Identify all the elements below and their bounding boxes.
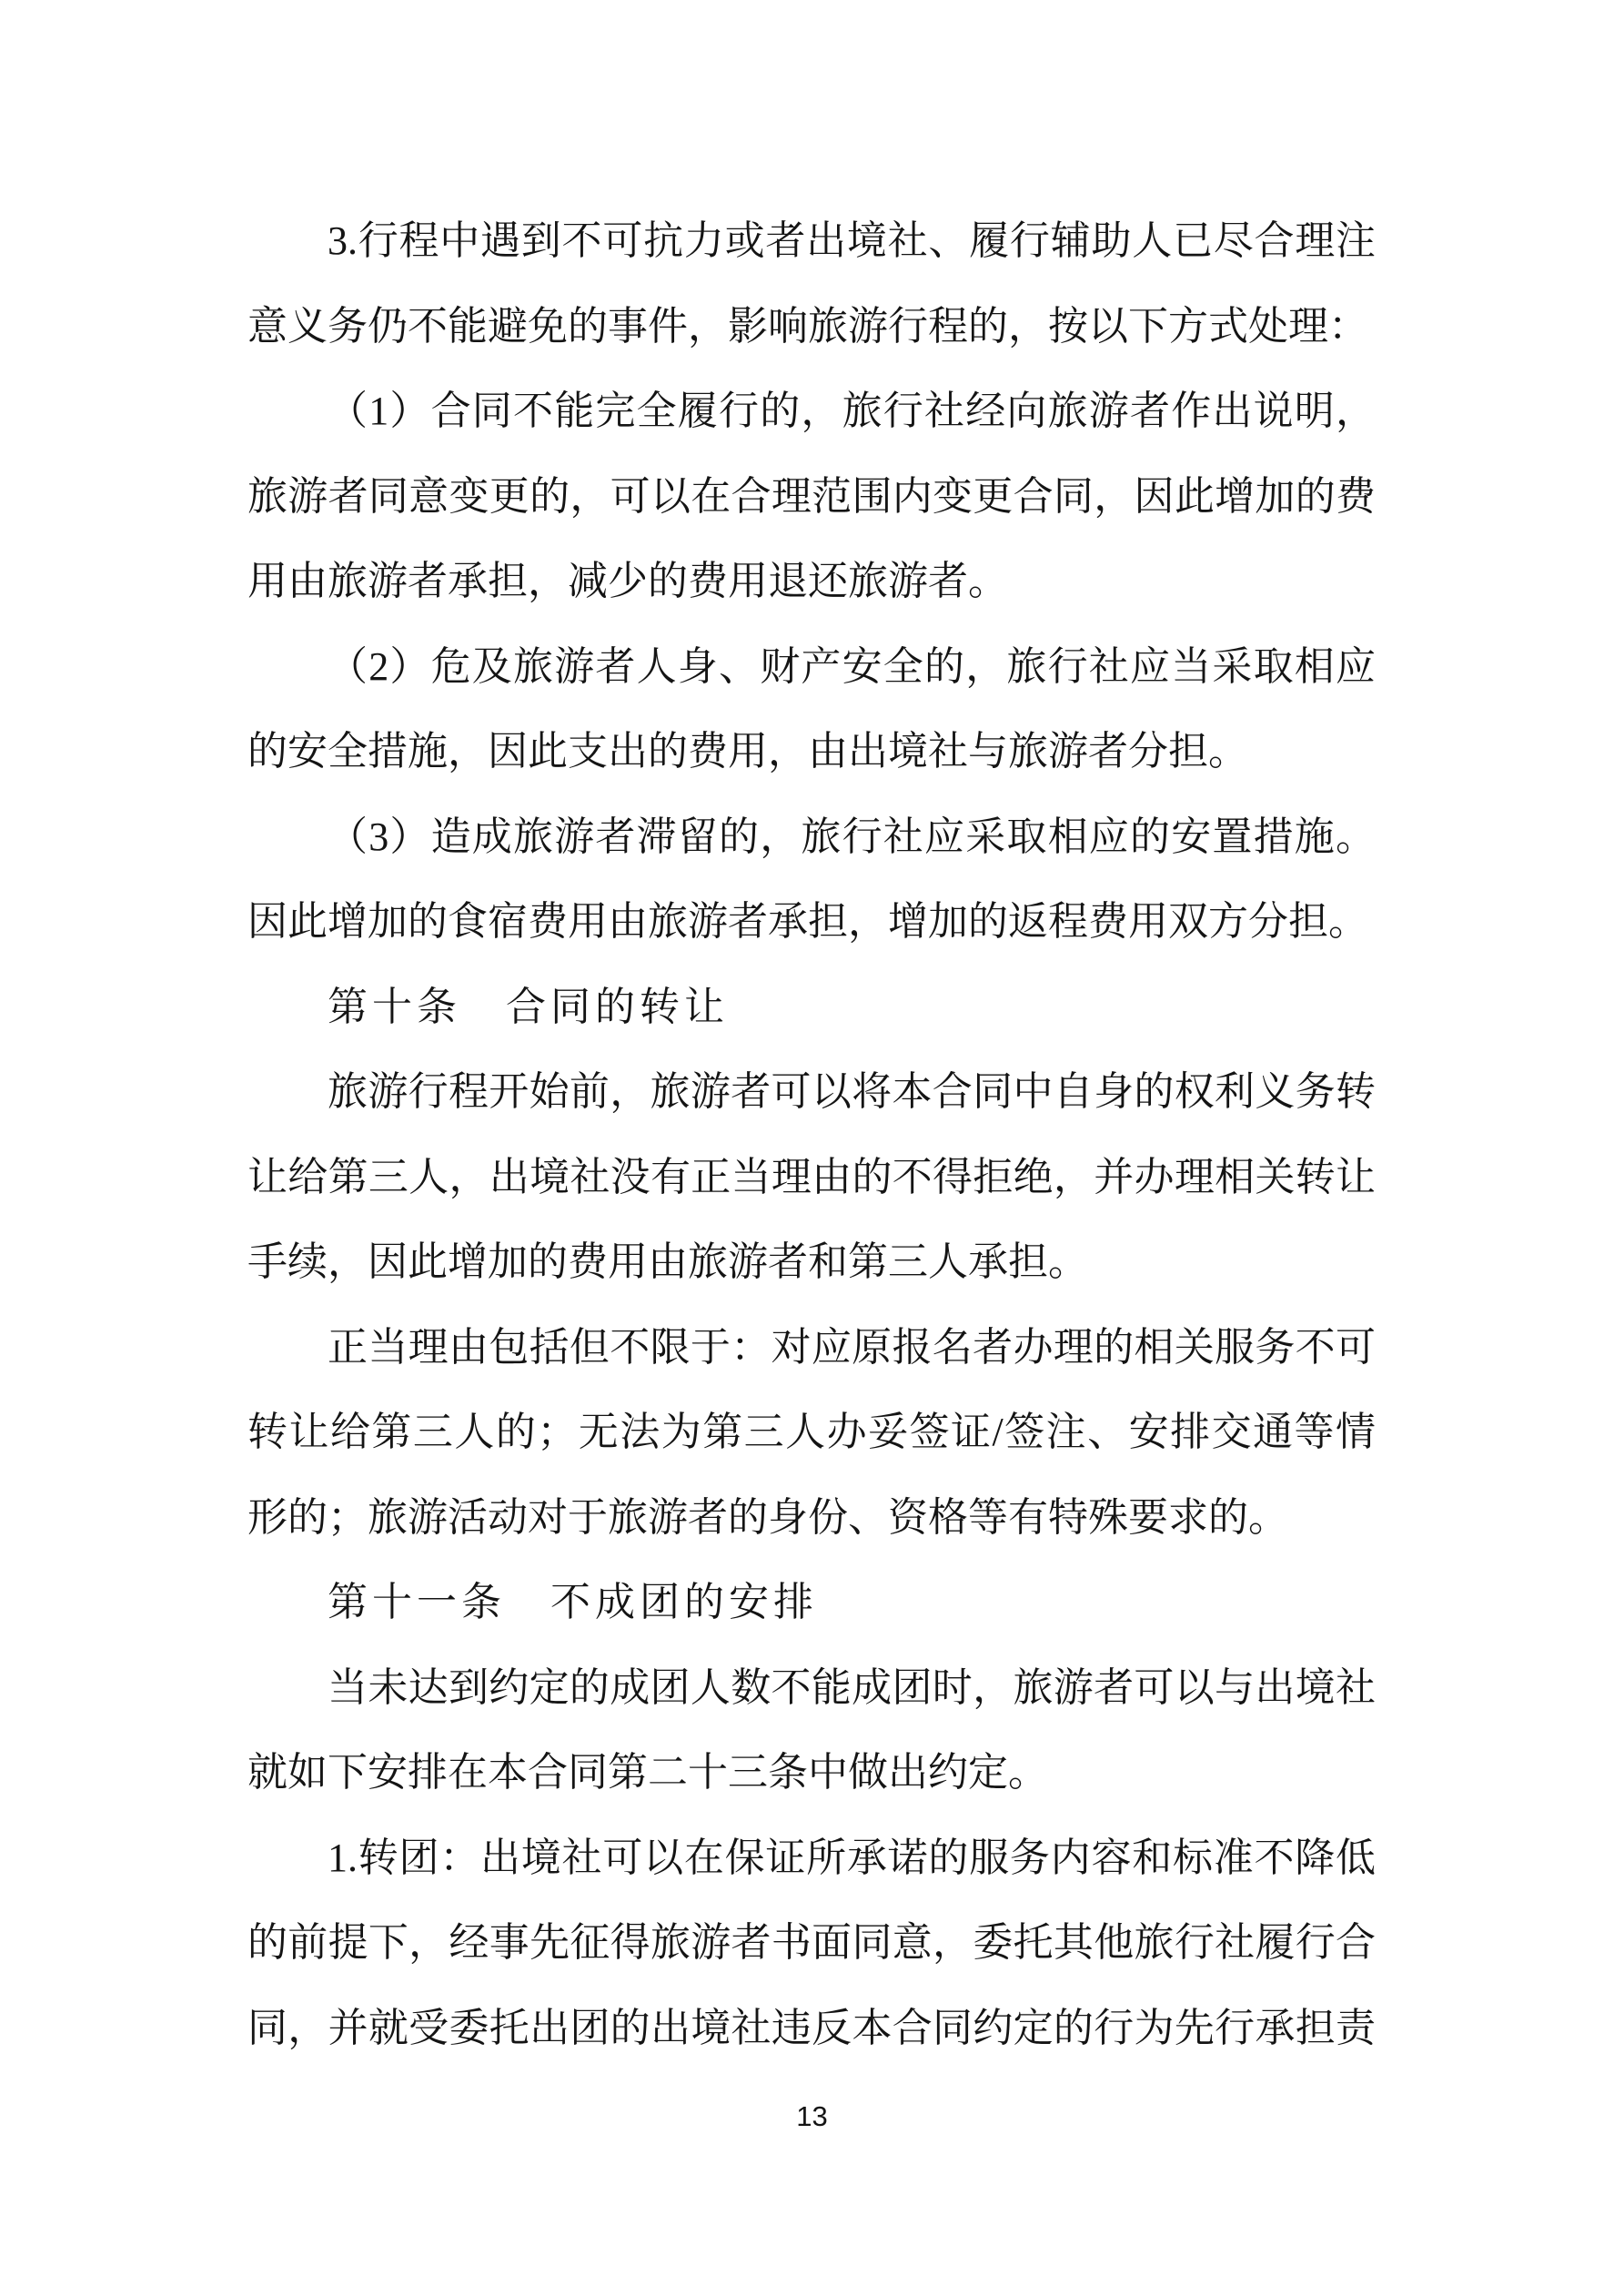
text-line: 意义务仍不能避免的事件，影响旅游行程的，按以下方式处理： xyxy=(247,303,1368,349)
text-line: 形的；旅游活动对于旅游者的身份、资格等有特殊要求的。 xyxy=(247,1494,1288,1540)
text-line: 用由旅游者承担，减少的费用退还旅游者。 xyxy=(247,559,1008,603)
section-heading: 第十条 合同的转让 xyxy=(328,984,729,1029)
text-line: 让给第三人，出境社没有正当理由的不得拒绝，并办理相关转让 xyxy=(247,1154,1376,1199)
text-line: 就如下安排在本合同第二十三条中做出约定。 xyxy=(247,1750,1048,1795)
text-line: 因此增加的食宿费用由旅游者承担，增加的返程费用双方分担。 xyxy=(247,899,1368,944)
text-line: （1）合同不能完全履行的，旅行社经向旅游者作出说明， xyxy=(328,389,1376,433)
text-line: 手续，因此增加的费用由旅游者和第三人承担。 xyxy=(247,1239,1088,1284)
text-line: （3）造成旅游者滞留的，旅行社应采取相应的安置措施。 xyxy=(328,814,1376,859)
text-line: 转让给第三人的；无法为第三人办妥签证/签注、安排交通等情 xyxy=(247,1410,1376,1454)
contract-body xyxy=(247,198,1376,2070)
text-line: 3.行程中遇到不可抗力或者出境社、履行辅助人已尽合理注 xyxy=(328,218,1376,263)
section-heading: 第十一条 不成团的安排 xyxy=(328,1580,818,1624)
text-line: 同，并就受委托出团的出境社违反本合同约定的行为先行承担责 xyxy=(247,2005,1376,2050)
text-line: 正当理由包括但不限于：对应原报名者办理的相关服务不可 xyxy=(328,1324,1376,1370)
text-line: 的安全措施，因此支出的费用，由出境社与旅游者分担。 xyxy=(247,729,1248,774)
text-line: 旅游者同意变更的，可以在合理范围内变更合同，因此增加的费 xyxy=(247,473,1376,519)
text-line: 的前提下，经事先征得旅游者书面同意，委托其他旅行社履行合 xyxy=(247,1920,1376,1965)
page-number: 13 xyxy=(796,2100,828,2132)
text-line: 当未达到约定的成团人数不能成团时，旅游者可以与出境社 xyxy=(328,1664,1376,1710)
text-line: 1.转团：出境社可以在保证所承诺的服务内容和标准不降低 xyxy=(328,1835,1376,1880)
text-line: （2）危及旅游者人身、财产安全的，旅行社应当采取相应 xyxy=(328,643,1376,689)
text-line: 旅游行程开始前，旅游者可以将本合同中自身的权利义务转 xyxy=(328,1069,1376,1114)
